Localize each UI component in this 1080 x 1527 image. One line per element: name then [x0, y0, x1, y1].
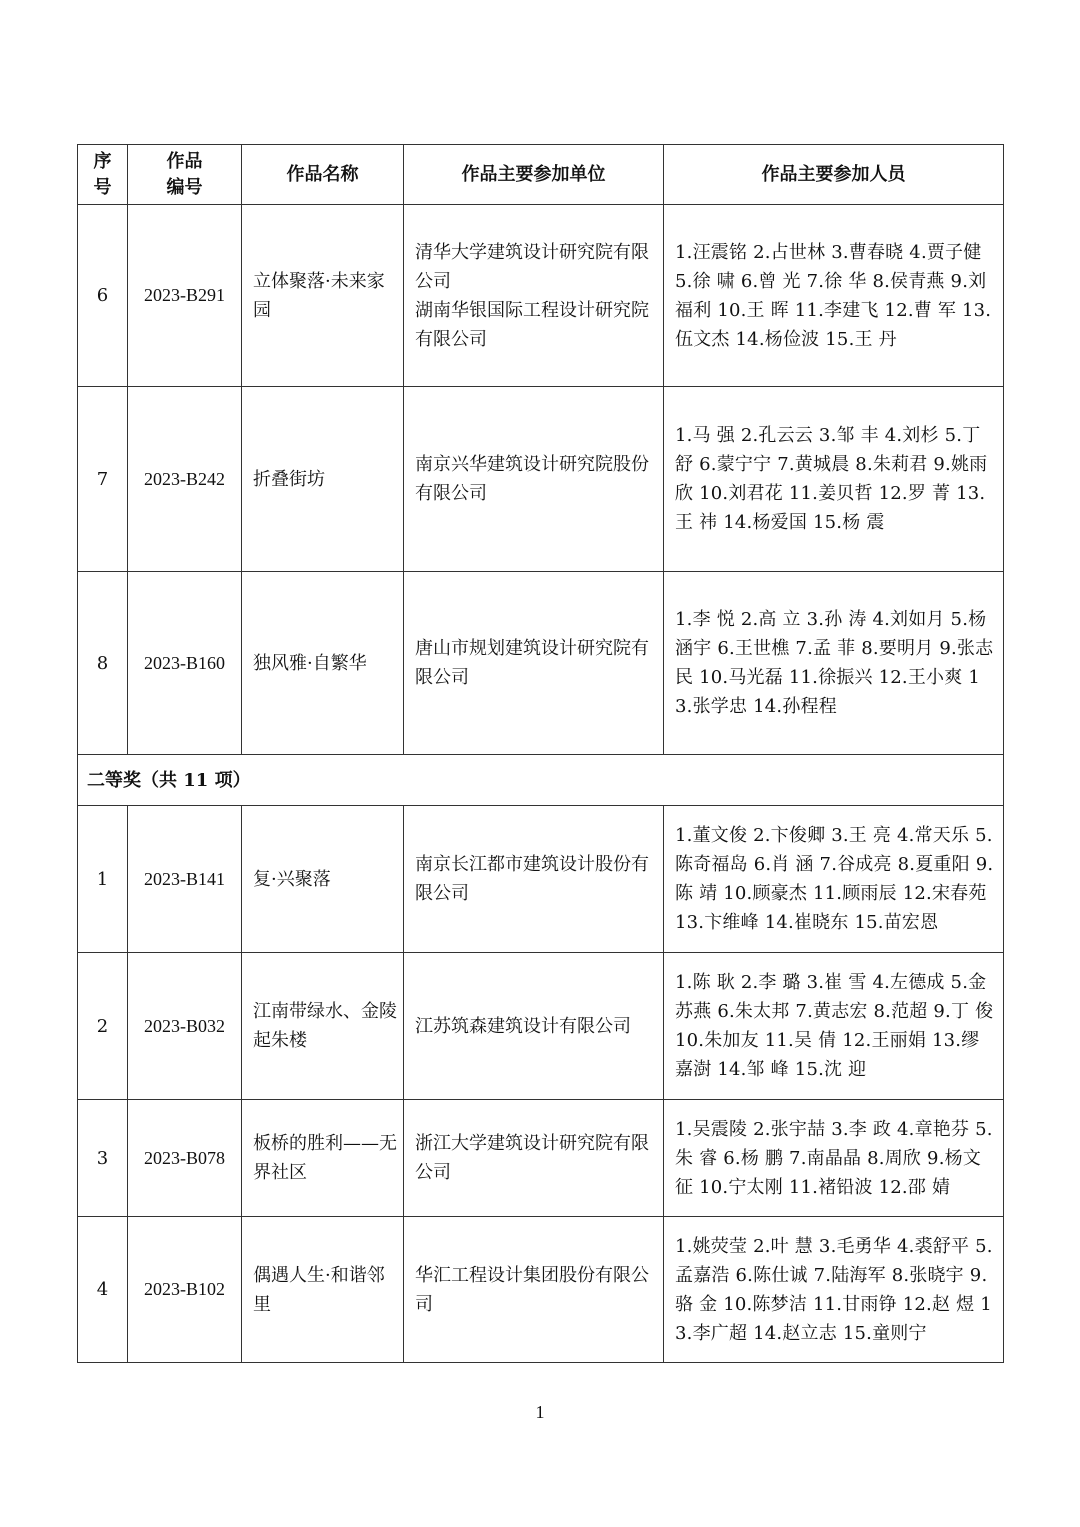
table-row	[78, 953, 1004, 1100]
row-seq: 1	[78, 806, 128, 953]
row-unit: 浙江大学建筑设计研究院有限公司	[404, 1100, 664, 1217]
row-seq: 4	[78, 1217, 128, 1363]
table-header-row	[78, 145, 1004, 205]
row-unit: 唐山市规划建筑设计研究院有限公司	[404, 572, 664, 755]
row-people: 1.吴震陵 2.张宇喆 3.李 政 4.章艳芬 5.朱 睿 6.杨 鹏 7.南晶晶 8.周欣 9.杨文征 10.宁太刚 11.褚铅波 12.邵 婧	[664, 1100, 1004, 1217]
row-unit: 南京兴华建筑设计研究院股份有限公司	[404, 387, 664, 572]
row-name: 复·兴聚落	[242, 806, 404, 953]
row-code: 2023-B078	[128, 1100, 242, 1217]
table-row	[78, 1100, 1004, 1217]
row-unit: 南京长江都市建筑设计股份有限公司	[404, 806, 664, 953]
row-unit: 清华大学建筑设计研究院有限公司 湖南华银国际工程设计研究院有限公司	[404, 205, 664, 387]
row-people: 1.陈 耿 2.李 璐 3.崔 雪 4.左德成 5.金苏燕 6.朱太邦 7.黄志宏 8.范超 9.丁 俊 10.朱加友 11.吴 倩 12.王丽娟 13.缪嘉澍 14.邹 峰 15.沈 迎	[664, 953, 1004, 1100]
row-name: 折叠街坊	[242, 387, 404, 572]
row-code: 2023-B141	[128, 806, 242, 953]
row-name: 板桥的胜利——无界社区	[242, 1100, 404, 1217]
header-seq: 序号	[78, 145, 128, 205]
row-people: 1.汪震铭 2.占世林 3.曹春晓 4.贾子健 5.徐 啸 6.曾 光 7.徐 华 8.侯青燕 9.刘福利 10.王 晖 11.李建飞 12.曹 军 13.伍文杰 14.杨俭波 15.王 丹	[664, 205, 1004, 387]
row-unit: 华汇工程设计集团股份有限公司	[404, 1217, 664, 1363]
section-heading-row	[78, 755, 1004, 806]
row-code: 2023-B160	[128, 572, 242, 755]
row-seq: 6	[78, 205, 128, 387]
header-name: 作品名称	[242, 145, 404, 205]
row-code: 2023-B032	[128, 953, 242, 1100]
row-name: 立体聚落·未来家园	[242, 205, 404, 387]
row-unit: 江苏筑森建筑设计有限公司	[404, 953, 664, 1100]
header-code: 作品编号	[128, 145, 242, 205]
row-people: 1.董文俊 2.卞俊卿 3.王 亮 4.常天乐 5.陈奇福岛 6.肖 涵 7.谷成亮 8.夏重阳 9.陈 靖 10.顾豪杰 11.顾雨辰 12.宋春苑 13.卞维峰 14.崔晓东 15.苗宏恩	[664, 806, 1004, 953]
row-seq: 3	[78, 1100, 128, 1217]
row-seq: 8	[78, 572, 128, 755]
row-people: 1.姚荧莹 2.叶 慧 3.毛勇华 4.裘舒平 5.孟嘉浩 6.陈仕诚 7.陆海军 8.张晓宇 9.骆 金 10.陈梦洁 11.甘雨铮 12.赵 煜 13.李广超 14.赵立志 15.童则宁	[664, 1217, 1004, 1363]
row-people: 1.李 悦 2.高 立 3.孙 涛 4.刘如月 5.杨涵宇 6.王世樵 7.孟 菲 8.要明月 9.张志民 10.马光磊 11.徐振兴 12.王小爽 13.张学忠 14.孙程程	[664, 572, 1004, 755]
row-name: 江南带绿水、金陵起朱楼	[242, 953, 404, 1100]
table-row	[78, 572, 1004, 755]
table-row	[78, 205, 1004, 387]
row-name: 独风雅·自繁华	[242, 572, 404, 755]
header-people: 作品主要参加人员	[664, 145, 1004, 205]
row-seq: 2	[78, 953, 128, 1100]
row-code: 2023-B242	[128, 387, 242, 572]
section-title: 二等奖（共 11 项）	[78, 755, 1004, 806]
row-code: 2023-B291	[128, 205, 242, 387]
page-number: 1	[535, 1402, 545, 1422]
table-row	[78, 387, 1004, 572]
header-unit: 作品主要参加单位	[404, 145, 664, 205]
row-name: 偶遇人生·和谐邻里	[242, 1217, 404, 1363]
table-row	[78, 806, 1004, 953]
awards-table	[77, 144, 1004, 1363]
row-seq: 7	[78, 387, 128, 572]
row-people: 1.马 强 2.孔云云 3.邹 丰 4.刘杉 5.丁 舒 6.蒙宁宁 7.黄城晨 8.朱莉君 9.姚雨欣 10.刘君花 11.姜贝哲 12.罗 菁 13.王 祎 14.杨爱国 15.杨 震	[664, 387, 1004, 572]
table-row	[78, 1217, 1004, 1363]
row-code: 2023-B102	[128, 1217, 242, 1363]
